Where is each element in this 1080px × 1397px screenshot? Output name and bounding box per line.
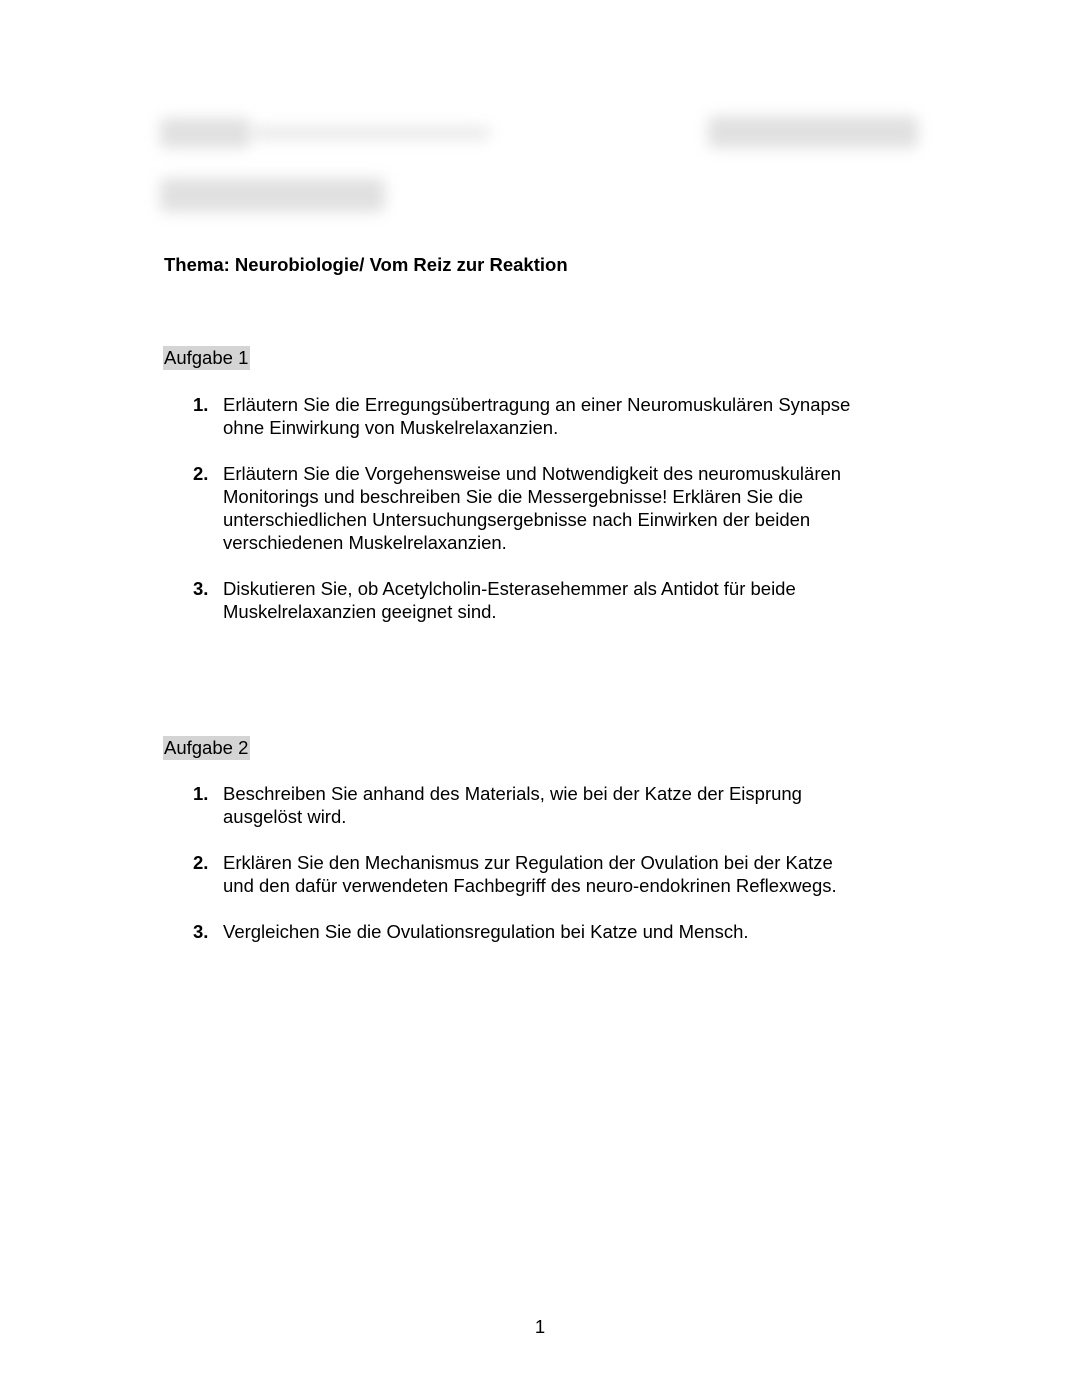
list-item	[192, 462, 952, 554]
item-text: Erläutern Sie die Erregungsübertragung an einer Neuromuskulären Synapse ohne Einwirkung von Muskelrelaxanzien.	[223, 394, 851, 438]
list-item	[192, 851, 952, 897]
item-number: 3.	[193, 921, 209, 942]
redacted-subtitle	[160, 178, 385, 212]
task-list-2	[192, 782, 952, 966]
item-number: 1.	[193, 783, 209, 804]
list-item	[192, 782, 952, 828]
redacted-header	[160, 110, 930, 220]
redacted-date	[708, 116, 918, 148]
item-text: Beschreiben Sie anhand des Materials, wie bei der Katze der Eisprung ausgelöst wird.	[223, 783, 802, 827]
item-number: 2.	[193, 852, 209, 873]
list-item	[192, 577, 952, 623]
list-item	[192, 920, 952, 943]
task-list-1	[192, 393, 952, 646]
page-number: 1	[534, 1316, 546, 1337]
task-heading-1: Aufgabe 1	[164, 347, 249, 368]
item-number: 1.	[193, 394, 209, 415]
item-text: Vergleichen Sie die Ovulationsregulation bei Katze und Mensch.	[223, 921, 749, 942]
item-text: Erklären Sie den Mechanismus zur Regulation der Ovulation bei der Katze und den dafür verwendeten Fachbegriff des neuro-endokrinen Reflexwegs.	[223, 852, 837, 896]
list-item	[192, 393, 952, 439]
item-text: Erläutern Sie die Vorgehensweise und Notwendigkeit des neuromuskulären Monitorings und beschreiben Sie die Messergebnisse! Erklären Sie die unterschiedlichen Untersuchungsergebnisse nach Einwirken der beiden verschiedenen Muskelrelaxanzien.	[223, 463, 842, 553]
topic-heading: Thema: Neurobiologie/ Vom Reiz zur Reaktion	[164, 254, 568, 275]
redacted-name-line	[250, 126, 490, 140]
redacted-name-label	[160, 118, 250, 148]
item-text: Diskutieren Sie, ob Acetylcholin-Esterasehemmer als Antidot für beide Muskelrelaxanzien geeignet sind.	[223, 578, 796, 622]
item-number: 2.	[193, 463, 209, 484]
task-heading-2: Aufgabe 2	[164, 737, 249, 758]
item-number: 3.	[193, 578, 209, 599]
